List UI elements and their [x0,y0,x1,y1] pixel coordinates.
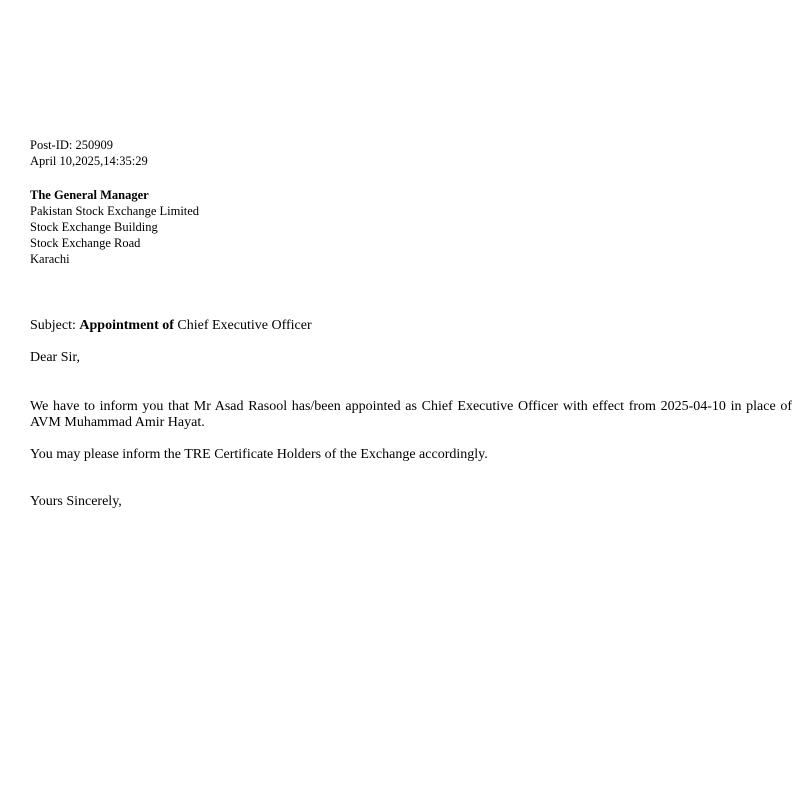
letter [30,137,792,511]
body-paragraph: We have to inform you that Mr Asad Rasool has/been appointed as Chief Executive Officer with effect from 2025-04-10 in place of AVM Muhammad Amir Hayat. [30,399,792,430]
recipient-line: Pakistan Stock Exchange Limited [30,204,200,218]
subject-line [30,317,792,335]
letter-meta [30,137,792,169]
subject-text: Chief Executive Officer [177,318,312,333]
post-datetime: April 10,2025,14:35:29 [30,154,148,168]
closing: Yours Sincerely, [30,494,122,509]
post-id: Post-ID: 250909 [30,138,113,152]
recipient-title: The General Manager [30,188,149,202]
recipient-address [30,187,792,267]
recipient-line: Karachi [30,252,70,266]
subject-strong: Appointment of [79,318,174,333]
recipient-line: Stock Exchange Road [30,236,141,250]
subject-label: Subject: [30,318,76,333]
recipient-line: Stock Exchange Building [30,220,158,234]
body-paragraph: You may please inform the TRE Certificate Holders of the Exchange accordingly. [30,447,488,462]
salutation: Dear Sir, [30,350,80,365]
